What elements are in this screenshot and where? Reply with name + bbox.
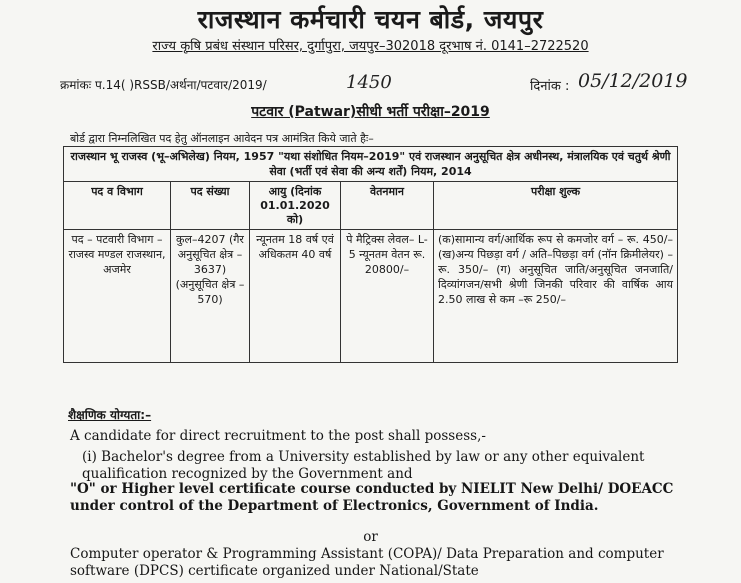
rules-row [64,147,678,182]
cell-post: पद – पटवारी विभाग – राजस्व मण्डल राजस्थान, अजमेर [64,230,171,363]
education-line-3: "O" or Higher level certificate course conducted by NIELIT New Delhi/ DOEACC under control of the Department of Electronics, Government of India. [70,481,674,514]
exam-title: पटवार (Patwar)सीधी भर्ती परीक्षा–2019 [251,104,490,120]
education-heading: शैक्षणिक योग्यता:– [68,408,152,422]
header-fee: परीक्षा शुल्क [434,182,678,230]
header-post: पद व विभाग [64,182,171,230]
cell-fee: (क)सामान्य वर्ग/आर्थिक रूप से कमजोर वर्ग – रू. 450/– (ख)अन्य पिछड़ा वर्ग / अति–पिछड़ा वर्ग (नॉन क्रिमीलेयर) – रू. 350/– (ग) अनुसूचित जाति/अनुसूचित जनजाति/दिव्यांगजन/सभी श्रेणी जिनकी परिवार की वार्षिक आय 2.50 लाख से कम –रू 250/– [434,230,678,363]
header-count: पद संख्या [171,182,250,230]
reference-number: 1450 [346,72,392,93]
education-line-1: A candidate for direct recruitment to the post shall possess,- [70,428,486,444]
header-pay: वेतनमान [341,182,434,230]
header-age: आयु (दिनांक 01.01.2020 को) [250,182,341,230]
reference-row [60,72,700,98]
date-value: 05/12/2019 [578,70,688,92]
vacancy-table [63,146,678,363]
rules-cell: राजस्थान भू राजस्व (भू–अभिलेख) नियम, 1957 "यथा संशोधित नियम–2019" एवं राजस्थान अनुसूचित क्षेत्र अधीनस्थ, मंत्रालयिक एवं चतुर्थ श्रेणी सेवा (भर्ती एवं सेवा की अन्य शर्तें) नियम, 2014 [64,147,678,182]
reference-label: क्रमांकः प.14( )RSSB/अर्थना/पटवार/2019/ [60,78,267,92]
education-line-5: Computer operator & Programming Assistant (COPA)/ Data Preparation and computer software (DPCS) certificate organized under National/State [70,546,664,579]
cell-count: कुल–4207 (गैर अनुसूचित क्षेत्र – 3637) (अनुसूचित क्षेत्र – 570) [171,230,250,363]
education-or: or [363,529,378,545]
intro-text: बोर्ड द्वारा निम्नलिखित पद हेतु ऑनलाइन आवेदन पत्र आमंत्रित किये जाते हैः– [70,132,374,145]
board-title: राजस्थान कर्मचारी चयन बोर्ड, जयपुर [197,5,544,34]
date-label: दिनांक : [530,79,570,94]
table-row [64,230,678,363]
education-line-2: (i) Bachelor's degree from a University established by law or any other equivalent qualification recognized by the Government and [82,449,645,482]
cell-pay: पे मैट्रिक्स लेवल– L-5 न्यूनतम वेतन रू. 20800/– [341,230,434,363]
header-row [64,182,678,230]
cell-age: न्यूनतम 18 वर्ष एवं अधिकतम 40 वर्ष [250,230,341,363]
board-address: राज्य कृषि प्रबंध संस्थान परिसर, दुर्गापुरा, जयपुर–302018 दूरभाष नं. 0141–2722520 [152,39,589,54]
